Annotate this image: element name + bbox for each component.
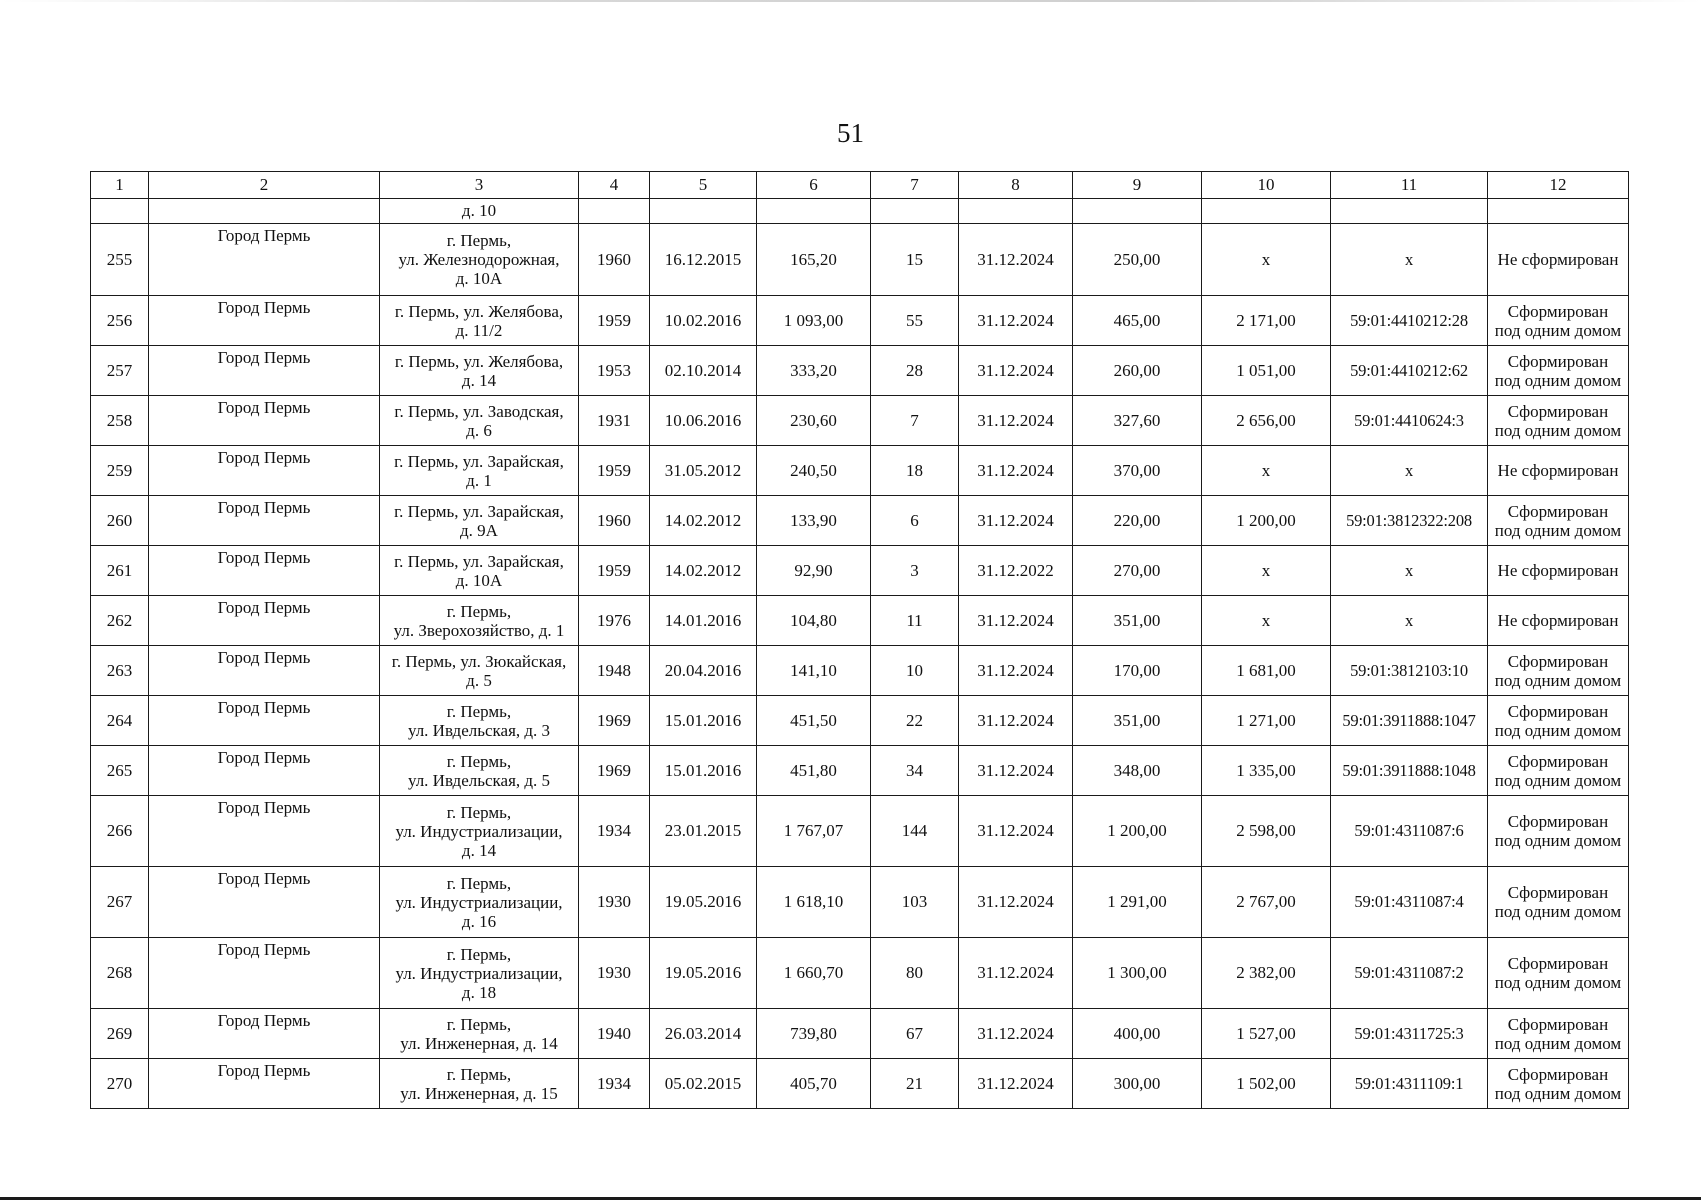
- table-row: [91, 1059, 1629, 1109]
- cadastral-number-cell: 59:01:3911888:1048: [1331, 746, 1488, 796]
- recognition-date-cell: 05.02.2015: [650, 1059, 757, 1109]
- residents-cell: 67: [871, 1009, 959, 1059]
- resettlement-deadline-cell: 31.12.2024: [959, 446, 1073, 496]
- row-number-cell: 256: [91, 296, 149, 346]
- resettlement-deadline-cell: 31.12.2022: [959, 546, 1073, 596]
- column-header: 3: [380, 172, 579, 199]
- residents-cell: 15: [871, 224, 959, 296]
- recognition-date-cell: 31.05.2012: [650, 446, 757, 496]
- recognition-date-cell: 23.01.2015: [650, 796, 757, 867]
- land-area-cell: 2 382,00: [1202, 938, 1331, 1009]
- column-header: 11: [1331, 172, 1488, 199]
- land-area-cell: х: [1202, 224, 1331, 296]
- area-cell: 1 660,70: [757, 938, 871, 1009]
- residents-cell: 103: [871, 867, 959, 938]
- address-cell: г. Пермь, ул. Желябова, д. 11/2: [380, 296, 579, 346]
- recognition-date-cell: 14.02.2012: [650, 546, 757, 596]
- cadastral-number-cell: х: [1331, 446, 1488, 496]
- row-number-cell: 264: [91, 696, 149, 746]
- column-header: 12: [1488, 172, 1629, 199]
- cadastral-number-cell: х: [1331, 224, 1488, 296]
- area-cell: 451,50: [757, 696, 871, 746]
- cadastral-number-cell: х: [1331, 546, 1488, 596]
- municipality-cell: Город Пермь: [149, 646, 380, 696]
- land-area-cell: 1 502,00: [1202, 1059, 1331, 1109]
- land-area-cell: 2 171,00: [1202, 296, 1331, 346]
- residents-cell: 11: [871, 596, 959, 646]
- area-cell: 405,70: [757, 1059, 871, 1109]
- column-number-row: [91, 172, 1629, 199]
- year-built-cell: 1969: [579, 696, 650, 746]
- municipality-cell: Город Пермь: [149, 446, 380, 496]
- address-cell: г. Пермь, ул. Ивдельская, д. 5: [380, 746, 579, 796]
- land-area-cell: 1 335,00: [1202, 746, 1331, 796]
- address-cell: г. Пермь, ул. Зверохозяйство, д. 1: [380, 596, 579, 646]
- land-status-cell: Сформирован под одним домом: [1488, 396, 1629, 446]
- residents-cell: 6: [871, 496, 959, 546]
- land-area-cell: 1 271,00: [1202, 696, 1331, 746]
- housing-registry-table: [90, 171, 1629, 1109]
- municipality-cell: Город Пермь: [149, 796, 380, 867]
- area-cell: 240,50: [757, 446, 871, 496]
- cadastral-number-cell: 59:01:4311087:2: [1331, 938, 1488, 1009]
- row-number-cell: 262: [91, 596, 149, 646]
- address-cell: г. Пермь, ул. Зарайская, д. 10А: [380, 546, 579, 596]
- cell-empty: [650, 199, 757, 224]
- municipality-cell: Город Пермь: [149, 938, 380, 1009]
- resettlement-deadline-cell: 31.12.2024: [959, 746, 1073, 796]
- table-row: [91, 796, 1629, 867]
- row-number-cell: 267: [91, 867, 149, 938]
- cell-empty: [871, 199, 959, 224]
- cell-empty: [1073, 199, 1202, 224]
- cost-cell: 220,00: [1073, 496, 1202, 546]
- cost-cell: 1 200,00: [1073, 796, 1202, 867]
- address-cell: г. Пермь, ул. Железнодорожная, д. 10А: [380, 224, 579, 296]
- residents-cell: 22: [871, 696, 959, 746]
- year-built-cell: 1931: [579, 396, 650, 446]
- address-cell: г. Пермь, ул. Заводская, д. 6: [380, 396, 579, 446]
- cadastral-number-cell: 59:01:3812103:10: [1331, 646, 1488, 696]
- area-cell: 333,20: [757, 346, 871, 396]
- area-cell: 1 767,07: [757, 796, 871, 867]
- cadastral-number-cell: 59:01:4311109:1: [1331, 1059, 1488, 1109]
- municipality-cell: Город Пермь: [149, 596, 380, 646]
- residents-cell: 7: [871, 396, 959, 446]
- year-built-cell: 1969: [579, 746, 650, 796]
- resettlement-deadline-cell: 31.12.2024: [959, 867, 1073, 938]
- cadastral-number-cell: 59:01:4311725:3: [1331, 1009, 1488, 1059]
- land-area-cell: 1 200,00: [1202, 496, 1331, 546]
- resettlement-deadline-cell: 31.12.2024: [959, 796, 1073, 867]
- address-cell: г. Пермь, ул. Зарайская, д. 9А: [380, 496, 579, 546]
- table-row: [91, 296, 1629, 346]
- column-header: 1: [91, 172, 149, 199]
- year-built-cell: 1940: [579, 1009, 650, 1059]
- residents-cell: 55: [871, 296, 959, 346]
- residents-cell: 34: [871, 746, 959, 796]
- recognition-date-cell: 15.01.2016: [650, 746, 757, 796]
- continuation-address-cell: д. 10: [380, 199, 579, 224]
- address-cell: г. Пермь, ул. Инженерная, д. 15: [380, 1059, 579, 1109]
- resettlement-deadline-cell: 31.12.2024: [959, 596, 1073, 646]
- row-number-cell: 258: [91, 396, 149, 446]
- table-row: [91, 1009, 1629, 1059]
- recognition-date-cell: 19.05.2016: [650, 938, 757, 1009]
- residents-cell: 80: [871, 938, 959, 1009]
- table-body: [91, 172, 1629, 1109]
- year-built-cell: 1930: [579, 867, 650, 938]
- land-status-cell: Не сформирован: [1488, 596, 1629, 646]
- area-cell: 104,80: [757, 596, 871, 646]
- cost-cell: 370,00: [1073, 446, 1202, 496]
- table-row: [91, 867, 1629, 938]
- table-row: [91, 938, 1629, 1009]
- municipality-cell: Город Пермь: [149, 746, 380, 796]
- land-area-cell: х: [1202, 596, 1331, 646]
- table-row: [91, 446, 1629, 496]
- year-built-cell: 1959: [579, 296, 650, 346]
- municipality-cell: Город Пермь: [149, 867, 380, 938]
- cell-empty: [149, 199, 380, 224]
- land-area-cell: 1 051,00: [1202, 346, 1331, 396]
- row-number-cell: 261: [91, 546, 149, 596]
- address-cell: г. Пермь, ул. Желябова, д. 14: [380, 346, 579, 396]
- land-status-cell: Сформирован под одним домом: [1488, 1059, 1629, 1109]
- cell-empty: [1202, 199, 1331, 224]
- residents-cell: 144: [871, 796, 959, 867]
- land-status-cell: Не сформирован: [1488, 446, 1629, 496]
- column-header: 2: [149, 172, 380, 199]
- page-number: 51: [837, 118, 864, 148]
- land-status-cell: Сформирован под одним домом: [1488, 867, 1629, 938]
- row-number-cell: 259: [91, 446, 149, 496]
- cost-cell: 260,00: [1073, 346, 1202, 396]
- land-status-cell: Сформирован под одним домом: [1488, 696, 1629, 746]
- resettlement-deadline-cell: 31.12.2024: [959, 938, 1073, 1009]
- cost-cell: 300,00: [1073, 1059, 1202, 1109]
- municipality-cell: Город Пермь: [149, 696, 380, 746]
- table-row: [91, 224, 1629, 296]
- address-cell: г. Пермь, ул. Индустриализации, д. 18: [380, 938, 579, 1009]
- cost-cell: 170,00: [1073, 646, 1202, 696]
- cell-empty: [91, 199, 149, 224]
- cell-empty: [1331, 199, 1488, 224]
- recognition-date-cell: 26.03.2014: [650, 1009, 757, 1059]
- municipality-cell: Город Пермь: [149, 346, 380, 396]
- row-number-cell: 260: [91, 496, 149, 546]
- cadastral-number-cell: х: [1331, 596, 1488, 646]
- land-status-cell: Сформирован под одним домом: [1488, 746, 1629, 796]
- cadastral-number-cell: 59:01:4410212:62: [1331, 346, 1488, 396]
- area-cell: 133,90: [757, 496, 871, 546]
- year-built-cell: 1953: [579, 346, 650, 396]
- year-built-cell: 1934: [579, 796, 650, 867]
- page-top-edge: [0, 0, 1701, 2]
- table-row: [91, 396, 1629, 446]
- column-header: 7: [871, 172, 959, 199]
- land-area-cell: 1 681,00: [1202, 646, 1331, 696]
- resettlement-deadline-cell: 31.12.2024: [959, 396, 1073, 446]
- municipality-cell: Город Пермь: [149, 296, 380, 346]
- row-number-cell: 255: [91, 224, 149, 296]
- area-cell: 451,80: [757, 746, 871, 796]
- area-cell: 1 093,00: [757, 296, 871, 346]
- municipality-cell: Город Пермь: [149, 396, 380, 446]
- area-cell: 92,90: [757, 546, 871, 596]
- column-header: 4: [579, 172, 650, 199]
- cost-cell: 270,00: [1073, 546, 1202, 596]
- column-header: 6: [757, 172, 871, 199]
- table-row: [91, 496, 1629, 546]
- cell-empty: [579, 199, 650, 224]
- municipality-cell: Город Пермь: [149, 224, 380, 296]
- address-cell: г. Пермь, ул. Зюкайская, д. 5: [380, 646, 579, 696]
- recognition-date-cell: 10.06.2016: [650, 396, 757, 446]
- resettlement-deadline-cell: 31.12.2024: [959, 1059, 1073, 1109]
- table-row: [91, 546, 1629, 596]
- table-row: [91, 646, 1629, 696]
- land-area-cell: 1 527,00: [1202, 1009, 1331, 1059]
- municipality-cell: Город Пермь: [149, 496, 380, 546]
- resettlement-deadline-cell: 31.12.2024: [959, 496, 1073, 546]
- land-status-cell: Сформирован под одним домом: [1488, 296, 1629, 346]
- year-built-cell: 1934: [579, 1059, 650, 1109]
- address-cell: г. Пермь, ул. Зарайская, д. 1: [380, 446, 579, 496]
- land-area-cell: х: [1202, 546, 1331, 596]
- land-status-cell: Сформирован под одним домом: [1488, 938, 1629, 1009]
- resettlement-deadline-cell: 31.12.2024: [959, 696, 1073, 746]
- resettlement-deadline-cell: 31.12.2024: [959, 646, 1073, 696]
- table-row: [91, 346, 1629, 396]
- recognition-date-cell: 15.01.2016: [650, 696, 757, 746]
- cell-empty: [757, 199, 871, 224]
- residents-cell: 21: [871, 1059, 959, 1109]
- address-cell: г. Пермь, ул. Инженерная, д. 14: [380, 1009, 579, 1059]
- land-status-cell: Сформирован под одним домом: [1488, 1009, 1629, 1059]
- row-number-cell: 270: [91, 1059, 149, 1109]
- land-area-cell: 2 767,00: [1202, 867, 1331, 938]
- cadastral-number-cell: 59:01:4311087:6: [1331, 796, 1488, 867]
- cost-cell: 400,00: [1073, 1009, 1202, 1059]
- continuation-row: [91, 199, 1629, 224]
- column-header: 5: [650, 172, 757, 199]
- cell-empty: [959, 199, 1073, 224]
- table-row: [91, 696, 1629, 746]
- municipality-cell: Город Пермь: [149, 1009, 380, 1059]
- recognition-date-cell: 16.12.2015: [650, 224, 757, 296]
- recognition-date-cell: 10.02.2016: [650, 296, 757, 346]
- residents-cell: 3: [871, 546, 959, 596]
- column-header: 10: [1202, 172, 1331, 199]
- recognition-date-cell: 02.10.2014: [650, 346, 757, 396]
- municipality-cell: Город Пермь: [149, 546, 380, 596]
- year-built-cell: 1959: [579, 446, 650, 496]
- year-built-cell: 1930: [579, 938, 650, 1009]
- land-status-cell: Не сформирован: [1488, 546, 1629, 596]
- land-area-cell: 2 598,00: [1202, 796, 1331, 867]
- land-area-cell: 2 656,00: [1202, 396, 1331, 446]
- row-number-cell: 269: [91, 1009, 149, 1059]
- row-number-cell: 263: [91, 646, 149, 696]
- year-built-cell: 1959: [579, 546, 650, 596]
- land-status-cell: Сформирован под одним домом: [1488, 496, 1629, 546]
- cost-cell: 351,00: [1073, 696, 1202, 746]
- land-status-cell: Сформирован под одним домом: [1488, 646, 1629, 696]
- resettlement-deadline-cell: 31.12.2024: [959, 346, 1073, 396]
- cost-cell: 348,00: [1073, 746, 1202, 796]
- resettlement-deadline-cell: 31.12.2024: [959, 1009, 1073, 1059]
- cadastral-number-cell: 59:01:4311087:4: [1331, 867, 1488, 938]
- cadastral-number-cell: 59:01:4410624:3: [1331, 396, 1488, 446]
- cost-cell: 465,00: [1073, 296, 1202, 346]
- residents-cell: 18: [871, 446, 959, 496]
- cadastral-number-cell: 59:01:4410212:28: [1331, 296, 1488, 346]
- area-cell: 230,60: [757, 396, 871, 446]
- resettlement-deadline-cell: 31.12.2024: [959, 224, 1073, 296]
- land-area-cell: х: [1202, 446, 1331, 496]
- cell-empty: [1488, 199, 1629, 224]
- row-number-cell: 257: [91, 346, 149, 396]
- row-number-cell: 268: [91, 938, 149, 1009]
- table-row: [91, 746, 1629, 796]
- column-header: 8: [959, 172, 1073, 199]
- year-built-cell: 1960: [579, 496, 650, 546]
- cadastral-number-cell: 59:01:3812322:208: [1331, 496, 1488, 546]
- column-header: 9: [1073, 172, 1202, 199]
- address-cell: г. Пермь, ул. Ивдельская, д. 3: [380, 696, 579, 746]
- area-cell: 141,10: [757, 646, 871, 696]
- cost-cell: 250,00: [1073, 224, 1202, 296]
- land-status-cell: Сформирован под одним домом: [1488, 346, 1629, 396]
- year-built-cell: 1960: [579, 224, 650, 296]
- land-status-cell: Не сформирован: [1488, 224, 1629, 296]
- cost-cell: 351,00: [1073, 596, 1202, 646]
- recognition-date-cell: 19.05.2016: [650, 867, 757, 938]
- recognition-date-cell: 14.01.2016: [650, 596, 757, 646]
- area-cell: 165,20: [757, 224, 871, 296]
- recognition-date-cell: 14.02.2012: [650, 496, 757, 546]
- table-row: [91, 596, 1629, 646]
- area-cell: 1 618,10: [757, 867, 871, 938]
- address-cell: г. Пермь, ул. Индустриализации, д. 16: [380, 867, 579, 938]
- cost-cell: 327,60: [1073, 396, 1202, 446]
- year-built-cell: 1948: [579, 646, 650, 696]
- cadastral-number-cell: 59:01:3911888:1047: [1331, 696, 1488, 746]
- row-number-cell: 266: [91, 796, 149, 867]
- land-status-cell: Сформирован под одним домом: [1488, 796, 1629, 867]
- row-number-cell: 265: [91, 746, 149, 796]
- municipality-cell: Город Пермь: [149, 1059, 380, 1109]
- cost-cell: 1 291,00: [1073, 867, 1202, 938]
- recognition-date-cell: 20.04.2016: [650, 646, 757, 696]
- address-cell: г. Пермь, ул. Индустриализации, д. 14: [380, 796, 579, 867]
- residents-cell: 28: [871, 346, 959, 396]
- cost-cell: 1 300,00: [1073, 938, 1202, 1009]
- area-cell: 739,80: [757, 1009, 871, 1059]
- year-built-cell: 1976: [579, 596, 650, 646]
- resettlement-deadline-cell: 31.12.2024: [959, 296, 1073, 346]
- residents-cell: 10: [871, 646, 959, 696]
